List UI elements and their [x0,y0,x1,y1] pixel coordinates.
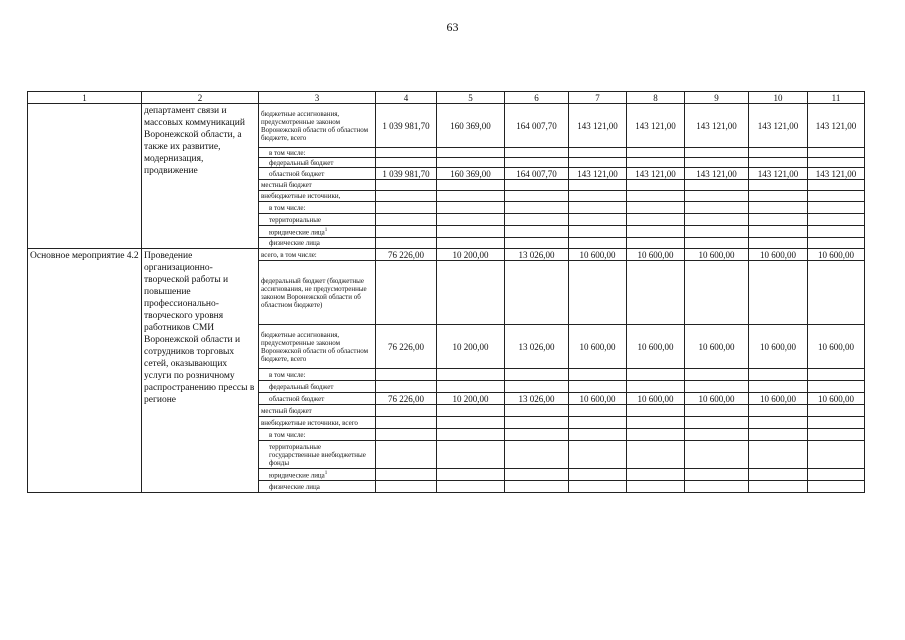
amount-cell: 10 600,00 [749,325,808,369]
amount-cell [808,405,865,417]
amount-cell [685,429,749,441]
amount-cell [627,226,685,238]
amount-cell: 10 600,00 [627,325,685,369]
amount-cell [808,369,865,381]
amount-cell [376,226,437,238]
amount-cell [627,158,685,168]
column-header: 10 [749,92,808,104]
amount-cell [505,369,569,381]
amount-cell [569,381,627,393]
funding-source-label: в том числе: [259,369,376,381]
amount-cell: 76 226,00 [376,325,437,369]
amount-cell: 10 600,00 [569,325,627,369]
amount-cell [376,441,437,469]
amount-cell [437,202,505,214]
amount-cell [808,191,865,202]
amount-cell [749,417,808,429]
funding-source-label: в том числе: [259,202,376,214]
amount-cell [808,381,865,393]
amount-cell [749,180,808,191]
column-header: 5 [437,92,505,104]
amount-cell [569,469,627,481]
amount-cell: 143 121,00 [569,104,627,148]
amount-cell [569,148,627,158]
amount-cell [808,180,865,191]
amount-cell: 76 226,00 [376,393,437,405]
amount-cell: 10 600,00 [627,393,685,405]
amount-cell [505,469,569,481]
amount-cell [749,429,808,441]
amount-cell: 164 007,70 [505,104,569,148]
funding-source-label: областной бюджет [259,168,376,180]
amount-cell: 160 369,00 [437,168,505,180]
amount-cell [749,202,808,214]
measure-code [28,104,142,249]
amount-cell [627,369,685,381]
amount-cell [627,429,685,441]
column-header: 2 [142,92,259,104]
amount-cell [437,417,505,429]
amount-cell [505,441,569,469]
amount-cell: 13 026,00 [505,393,569,405]
amount-cell [808,148,865,158]
amount-cell [376,148,437,158]
amount-cell [505,158,569,168]
amount-cell [437,261,505,325]
amount-cell [569,191,627,202]
column-header: 3 [259,92,376,104]
amount-cell [749,405,808,417]
amount-cell [808,158,865,168]
amount-cell: 76 226,00 [376,249,437,261]
amount-cell [749,381,808,393]
amount-cell [685,469,749,481]
amount-cell [808,469,865,481]
amount-cell [808,261,865,325]
amount-cell [749,441,808,469]
amount-cell: 10 600,00 [808,325,865,369]
amount-cell [627,469,685,481]
measure-title: Проведение организационно-творческой работы и повышение профессионально-творческого уровня работников СМИ Воронежской области и сотрудников торговых сетей, оказывающих услуги по розничному распространению прессы в регионе [142,249,259,493]
amount-cell [569,481,627,493]
amount-cell [685,381,749,393]
amount-cell [376,158,437,168]
amount-cell: 143 121,00 [808,168,865,180]
amount-cell [749,158,808,168]
amount-cell [376,238,437,249]
funding-source-label: внебюджетные источники, всего [259,417,376,429]
amount-cell [505,405,569,417]
amount-cell [505,238,569,249]
amount-cell [749,191,808,202]
amount-cell [437,481,505,493]
amount-cell [437,180,505,191]
amount-cell [685,238,749,249]
amount-cell [685,369,749,381]
amount-cell [376,261,437,325]
funding-source-label: местный бюджет [259,180,376,191]
amount-cell [505,202,569,214]
amount-cell [749,214,808,226]
column-header: 1 [28,92,142,104]
measure-code: Основное мероприятие 4.2 [28,249,142,493]
amount-cell: 143 121,00 [808,104,865,148]
amount-cell [437,226,505,238]
amount-cell [627,481,685,493]
funding-source-label: юридические лица$^1$ [259,226,376,238]
amount-cell: 164 007,70 [505,168,569,180]
amount-cell [749,226,808,238]
amount-cell: 10 600,00 [808,249,865,261]
funding-source-label: бюджетные ассигнования, предусмотренные законом Воронежской области об областном бюджете, всего [259,325,376,369]
amount-cell [627,202,685,214]
amount-cell [376,417,437,429]
amount-cell [808,417,865,429]
amount-cell [437,238,505,249]
amount-cell: 143 121,00 [569,168,627,180]
amount-cell: 1 039 981,70 [376,104,437,148]
amount-cell [749,238,808,249]
amount-cell [376,369,437,381]
amount-cell: 10 200,00 [437,393,505,405]
amount-cell [808,429,865,441]
measure-title: департамент связи и массовых коммуникаций Воронежской области, а также их развитие, модернизация, продвижение [142,104,259,249]
footnote-mark: 1 [324,227,328,233]
column-header: 4 [376,92,437,104]
amount-cell: 143 121,00 [749,168,808,180]
footnote-mark: 1 [324,470,328,476]
amount-cell [505,429,569,441]
amount-cell [808,214,865,226]
amount-cell [569,417,627,429]
amount-cell [505,381,569,393]
amount-cell [505,481,569,493]
amount-cell: 143 121,00 [749,104,808,148]
amount-cell: 10 600,00 [627,249,685,261]
funding-source-label: бюджетные ассигнования, предусмотренные законом Воронежской области об областном бюджете, всего [259,104,376,148]
amount-cell [437,469,505,481]
amount-cell [376,202,437,214]
amount-cell [569,158,627,168]
table-row [28,249,865,261]
amount-cell [685,481,749,493]
amount-cell [808,481,865,493]
amount-cell [569,180,627,191]
amount-cell: 10 600,00 [749,393,808,405]
funding-source-label: федеральный бюджет (бюджетные ассигнования, не предусмотренные законом Воронежской области об областном бюджете) [259,261,376,325]
amount-cell [685,148,749,158]
page-number: 63 [446,20,459,34]
amount-cell [685,417,749,429]
amount-cell: 160 369,00 [437,104,505,148]
amount-cell [685,226,749,238]
amount-cell [437,369,505,381]
amount-cell [437,191,505,202]
amount-cell [376,191,437,202]
amount-cell: 10 600,00 [808,393,865,405]
amount-cell [569,214,627,226]
amount-cell [376,214,437,226]
amount-cell [685,214,749,226]
amount-cell [627,417,685,429]
column-header: 11 [808,92,865,104]
funding-source-label: в том числе: [259,148,376,158]
amount-cell: 13 026,00 [505,249,569,261]
amount-cell [569,369,627,381]
amount-cell: 10 600,00 [749,249,808,261]
header-row [28,92,865,104]
amount-cell [749,148,808,158]
amount-cell: 1 039 981,70 [376,168,437,180]
amount-cell [749,481,808,493]
amount-cell [505,191,569,202]
amount-cell [808,202,865,214]
amount-cell [685,405,749,417]
funding-source-label: областной бюджет [259,393,376,405]
amount-cell [749,369,808,381]
amount-cell [437,158,505,168]
amount-cell [749,261,808,325]
amount-cell: 10 600,00 [685,393,749,405]
amount-cell [569,405,627,417]
amount-cell [505,226,569,238]
amount-cell [505,180,569,191]
amount-cell [437,429,505,441]
funding-source-label: внебюджетные источники, [259,191,376,202]
amount-cell [376,481,437,493]
funding-source-label: местный бюджет [259,405,376,417]
amount-cell [437,214,505,226]
amount-cell [376,405,437,417]
amount-cell [569,429,627,441]
amount-cell [376,180,437,191]
amount-cell [376,429,437,441]
amount-cell [808,226,865,238]
amount-cell [627,261,685,325]
amount-cell [685,441,749,469]
table-row [28,104,865,148]
column-header: 7 [569,92,627,104]
amount-cell [376,381,437,393]
amount-cell [627,441,685,469]
amount-cell: 10 600,00 [569,249,627,261]
amount-cell [505,261,569,325]
amount-cell: 10 600,00 [685,325,749,369]
amount-cell: 143 121,00 [685,104,749,148]
amount-cell [505,417,569,429]
amount-cell [685,191,749,202]
amount-cell [627,180,685,191]
amount-cell: 143 121,00 [685,168,749,180]
amount-cell [569,238,627,249]
amount-cell [627,191,685,202]
funding-source-label: в том числе: [259,429,376,441]
amount-cell [569,202,627,214]
amount-cell: 10 600,00 [685,249,749,261]
funding-source-label: физические лица [259,238,376,249]
amount-cell [627,148,685,158]
amount-cell [627,238,685,249]
amount-cell: 10 600,00 [569,393,627,405]
amount-cell [685,202,749,214]
amount-cell [808,441,865,469]
amount-cell [808,238,865,249]
amount-cell: 143 121,00 [627,104,685,148]
amount-cell [437,441,505,469]
funding-source-label: федеральный бюджет [259,158,376,168]
funding-source-label: территориальные [259,214,376,226]
column-header: 6 [505,92,569,104]
column-header: 9 [685,92,749,104]
budget-table [27,91,865,493]
amount-cell [627,405,685,417]
amount-cell [505,214,569,226]
funding-source-label: физические лица [259,481,376,493]
amount-cell [627,214,685,226]
funding-source-label: территориальные государственные внебюджетные фонды [259,441,376,469]
amount-cell [437,405,505,417]
amount-cell [569,226,627,238]
amount-cell [685,180,749,191]
column-header: 8 [627,92,685,104]
amount-cell [685,158,749,168]
amount-cell: 13 026,00 [505,325,569,369]
amount-cell [749,469,808,481]
amount-cell [505,148,569,158]
amount-cell [376,469,437,481]
amount-cell: 10 200,00 [437,325,505,369]
amount-cell [569,441,627,469]
amount-cell [437,381,505,393]
funding-source-label: всего, в том числе: [259,249,376,261]
funding-source-label: федеральный бюджет [259,381,376,393]
funding-source-label: юридические лица$^1$ [259,469,376,481]
amount-cell [437,148,505,158]
amount-cell: 10 200,00 [437,249,505,261]
amount-cell [627,381,685,393]
amount-cell [685,261,749,325]
amount-cell [569,261,627,325]
amount-cell: 143 121,00 [627,168,685,180]
